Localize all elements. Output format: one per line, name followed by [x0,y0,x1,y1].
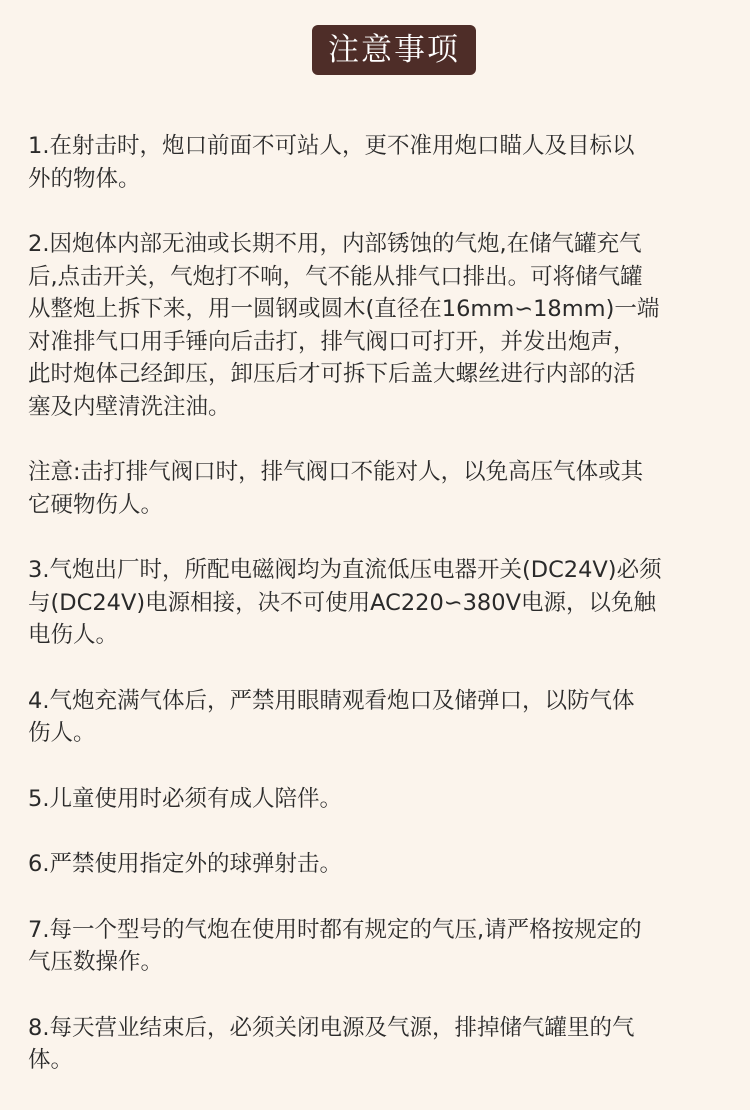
notice-item-7 [28,914,728,979]
notice-line: 3.气炮出厂时，所配电磁阀均为直流低压电器开关(DC24V)必须 [28,557,662,583]
notice-line: 气压数操作。 [28,949,164,975]
page-title: 注意事项 [312,25,476,75]
notice-line: 8.每天营业结束后，必须关闭电源及气源，排掉储气罐里的气 [28,1014,635,1041]
notice-line: 塞及内壁清洗注油。 [28,393,231,420]
notice-line: 此时炮体己经卸压，卸压后才可拆下后盖大螺丝进行内部的活 [28,361,636,387]
notice-line: 1.在射击时，炮口前面不可站人，更不准用炮口瞄人及目标以 [28,133,635,159]
notice-line: 5.儿童使用时必须有成人陪伴。 [28,785,342,812]
notice-line: 7.每一个型号的气炮在使用时都有规定的气压,请严格按规定的 [28,916,642,943]
notice-line: 它硬物伤人。 [28,491,164,518]
notice-line: 对准排气口用手锤向后击打，排气阀口可打开，并发出炮声， [28,328,636,355]
notice-line: 外的物体。 [28,165,141,192]
notice-line: 电伤人。 [28,622,119,648]
notice-caution [28,456,728,521]
notice-line: 2.因炮体内部无油或长期不用，内部锈蚀的气炮,在储气罐充气 [28,231,642,257]
notice-item-8 [28,1012,728,1077]
title-bar [0,25,750,75]
notice-item-3 [28,554,728,652]
notice-item-5 [28,783,728,816]
notice-line: 体。 [28,1047,74,1073]
notice-line: 与(DC24V)电源相接，决不可使用AC220∽380V电源，以免触 [28,589,656,616]
notice-item-2 [28,228,728,423]
notice-line: 6.严禁使用指定外的球弹射击。 [28,851,342,877]
notice-item-4 [28,685,728,750]
notice-line: 注意:击打排气阀口时，排气阀口不能对人，以免高压气体或其 [28,459,644,485]
notice-item-1 [28,130,728,195]
notice-item-6 [28,848,728,881]
notice-list [28,130,728,1110]
notice-line: 后,点击开关，气炮打不响，气不能从排气口排出。可将储气罐 [28,263,643,290]
notice-line: 4.气炮充满气体后，严禁用眼睛观看炮口及储弹口，以防气体 [28,687,635,714]
notice-line: 伤人。 [28,720,96,746]
notice-line: 从整炮上拆下来，用一圆钢或圆木(直径在16mm∽18mm)一端 [28,296,660,322]
